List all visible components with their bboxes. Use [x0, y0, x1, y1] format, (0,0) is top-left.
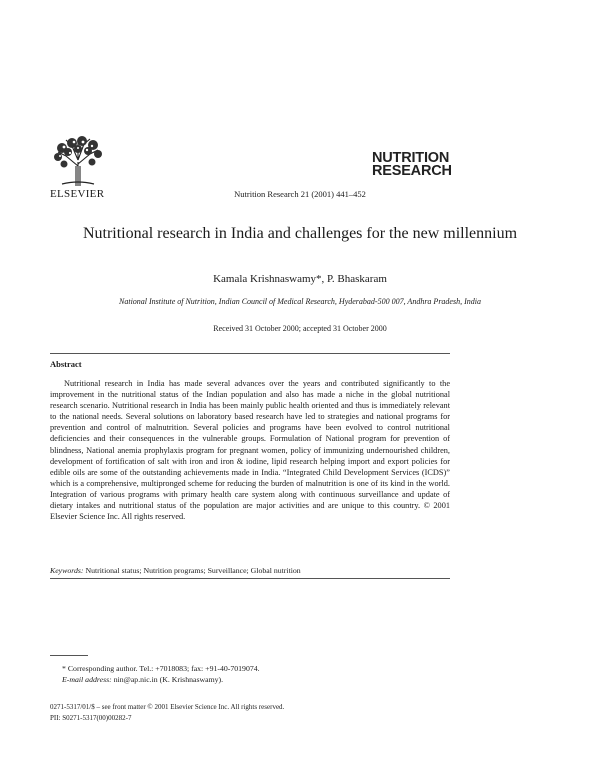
email-value: nin@ap.nic.in (K. Krishnaswamy). [113, 675, 224, 685]
footnote [62, 663, 260, 686]
article-title: Nutritional research in India and challenges for the new millennium [82, 225, 518, 242]
journal-citation: Nutrition Research 21 (2001) 441–452 [234, 189, 366, 199]
footnote-rule [50, 655, 88, 656]
keywords [50, 566, 450, 575]
author-list: Kamala Krishnaswamy*, P. Bhaskaram [213, 273, 387, 285]
publisher-name: ELSEVIER [50, 188, 105, 200]
journal-logo-line1: NUTRITION [372, 150, 450, 166]
pii-line: PII: S0271-5317(00)00282-7 [50, 713, 132, 722]
journal-logo [372, 152, 452, 178]
journal-logo-line2: RESEARCH [372, 163, 452, 179]
abstract-heading: Abstract [50, 359, 82, 369]
email-line [62, 674, 260, 685]
abstract-body: Nutritional research in India has made several advances over the years and contributed significantly to the improvement in the nutritional status of the Indian population and also has made a niche in the global nutritional research scenario. Nutritional research in India has been mainly public health oriented and thus is immediately relevant to the national needs. Several solutions on laboratory based research have led to strategies and national programs for prevention and control of malnutrition. Several policies and programs have been evolved to control nutritional deficiencies and their consequences in the vulnerable groups. Formulation of National program for prevention of blindness, National anemia prophylaxis program for pregnant women, policy of immunizing undernourished children, development of fortification of salt with iron and iron & iodine, lipid research helping import and export policies for edible oils are some of the outstanding achievements made in India. “Integrated Child Development Services (ICDS)” which is a comprehensive, multipronged scheme for reducing the burden of malnutrition is one of its kind in the world. Integration of various programs with primary health care system along with continuous surveillance and update of dietary intakes and nutritional status of the population are major activities and are unique to this country. © 2001 Elsevier Science Inc. All rights reserved. [50, 379, 450, 522]
author-affiliation: National Institute of Nutrition, Indian Council of Medical Research, Hyderabad-500 007, Andhra Pradesh, India [119, 297, 481, 306]
legal-notice [50, 702, 284, 723]
copyright-line: 0271-5317/01/$ – see front matter © 2001 Elsevier Science Inc. All rights reserved. [50, 703, 285, 711]
elsevier-tree-logo [52, 136, 104, 188]
email-label: E-mail address: [62, 675, 112, 685]
keywords-label: Keywords: [50, 566, 84, 575]
abstract-bottom-rule [50, 578, 450, 579]
received-dates: Received 31 October 2000; accepted 31 October 2000 [213, 324, 387, 333]
abstract-top-rule [50, 353, 450, 354]
corresponding-author-note: * Corresponding author. Tel.: +7018083; fax: +91-40-7019074. [62, 664, 260, 673]
keywords-text: Nutritional status; Nutrition programs; Surveillance; Global nutrition [85, 566, 301, 575]
